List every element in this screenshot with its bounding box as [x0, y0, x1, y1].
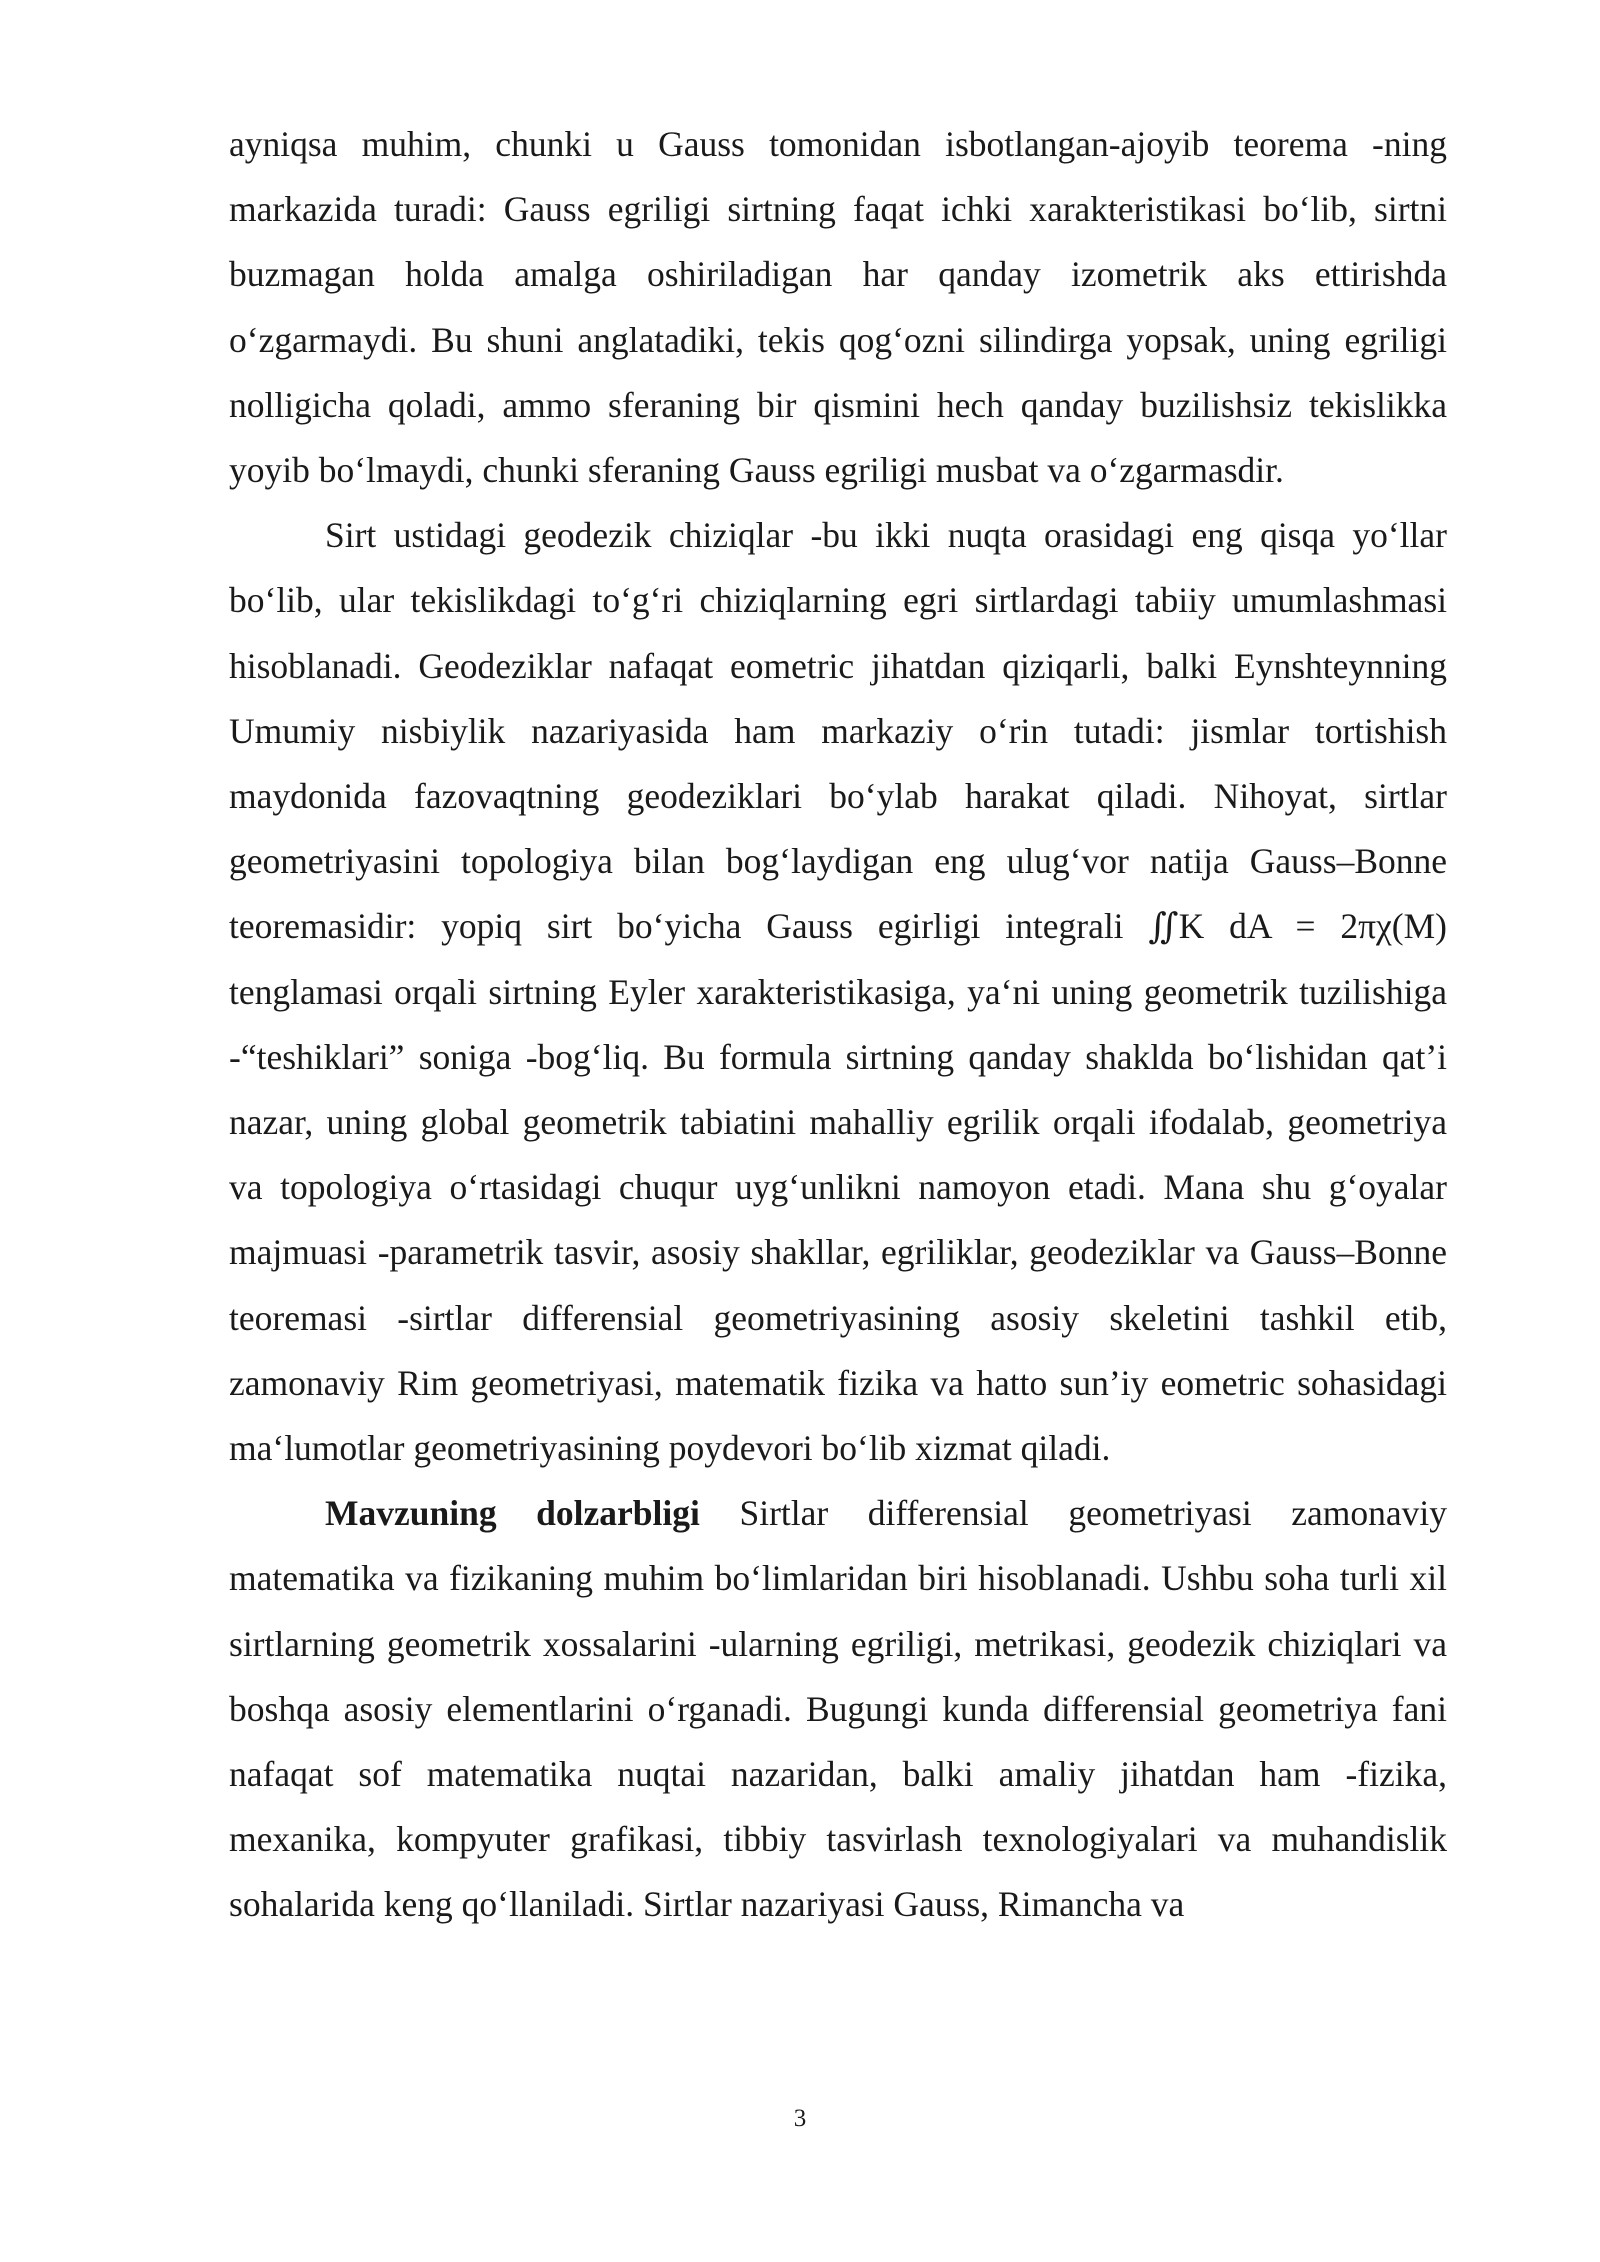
paragraph-gauss-theorem [229, 112, 1447, 503]
section-lead-heading: Mavzuning dolzarbligi [325, 1493, 700, 1534]
paragraph-text: Sirtlar differensial geometriyasi zamonaviy matematika va fizikaning muhim bo‘limlaridan biri hisoblanadi. Ushbu soha turli xil sirtlarning geometrik xossalarini -ularning egriligi, metrikasi, geodezik chiziqlari va boshqa asosiy elementlarini o‘rganadi. Bugungi kunda differensial geometriya fani nafaqat sof matematika nuqtai nazaridan, balki amaliy jihatdan ham -fizika, mexanika, kompyuter grafikasi, tibbiy tasvirlash texnologiyalari va muhandislik sohalarida keng qo‘llaniladi. Sirtlar nazariyasi Gauss, Rimancha va [229, 1493, 1448, 1925]
paragraph-geodesics [229, 503, 1447, 1481]
paragraph-text: ayniqsa muhim, chunki u Gauss tomonidan isbotlangan-ajoyib teorema -ning markazida turadi: Gauss egriligi sirtning faqat ichki xarakteristikasi bo‘lib, sirtni buzmagan holda amalga oshiriladigan har qanday izometrik aks ettirishda o‘zgarmaydi. Bu shuni anglatadiki, tekis qog‘ozni silindirga yopsak, uning egriligi nolligicha qoladi, ammo sferaning bir qismini hech qanday buzilishsiz tekislikka yoyib bo‘lmaydi, chunki sferaning Gauss egriligi musbat va o‘zgarmasdir. [229, 124, 1447, 491]
document-page [229, 112, 1447, 1938]
paragraph-relevance [229, 1481, 1447, 1937]
paragraph-text: Sirt ustidagi geodezik chiziqlar -bu ikki nuqta orasidagi eng qisqa yo‘llar bo‘lib, ular tekislikdagi to‘g‘ri chiziqlarning egri sirtlardagi tabiiy umumlashmasi hisoblanadi. Geodeziklar nafaqat eometric jihatdan qiziqarli, balki Eynshteynning Umumiy nisbiylik nazariyasida ham markaziy o‘rin tutadi: jismlar tortishish maydonida fazovaqtning geodeziklari bo‘ylab harakat qiladi. Nihoyat, sirtlar geometriyasini topologiya bilan bog‘laydigan eng ulug‘vor natija Gauss–Bonne teoremasidir: yopiq sirt bo‘yicha Gauss egirligi integrali ∬K dA = 2πχ(M) tenglamasi orqali sirtning Eyler xarakteristikasiga, ya‘ni uning geometrik tuzilishiga -“teshiklari” soniga -bog‘liq. Bu formula sirtning qanday shaklda bo‘lishidan qat’i nazar, uning global geometrik tabiatini mahalliy egrilik orqali ifodalab, geometriya va topologiya o‘rtasidagi chuqur uyg‘unlikni namoyon etadi. Mana shu g‘oyalar majmuasi -parametrik tasvir, asosiy shakllar, egriliklar, geodeziklar va Gauss–Bonne teoremasi -sirtlar differensial geometriyasining asosiy skeletini tashkil etib, zamonaviy Rim geometriyasi, matematik fizika va hatto sun’iy eometric sohasidagi ma‘lumotlar geometriyasining poydevori bo‘lib xizmat qiladi. [229, 515, 1447, 1469]
page-number: 3 [793, 2105, 807, 2132]
